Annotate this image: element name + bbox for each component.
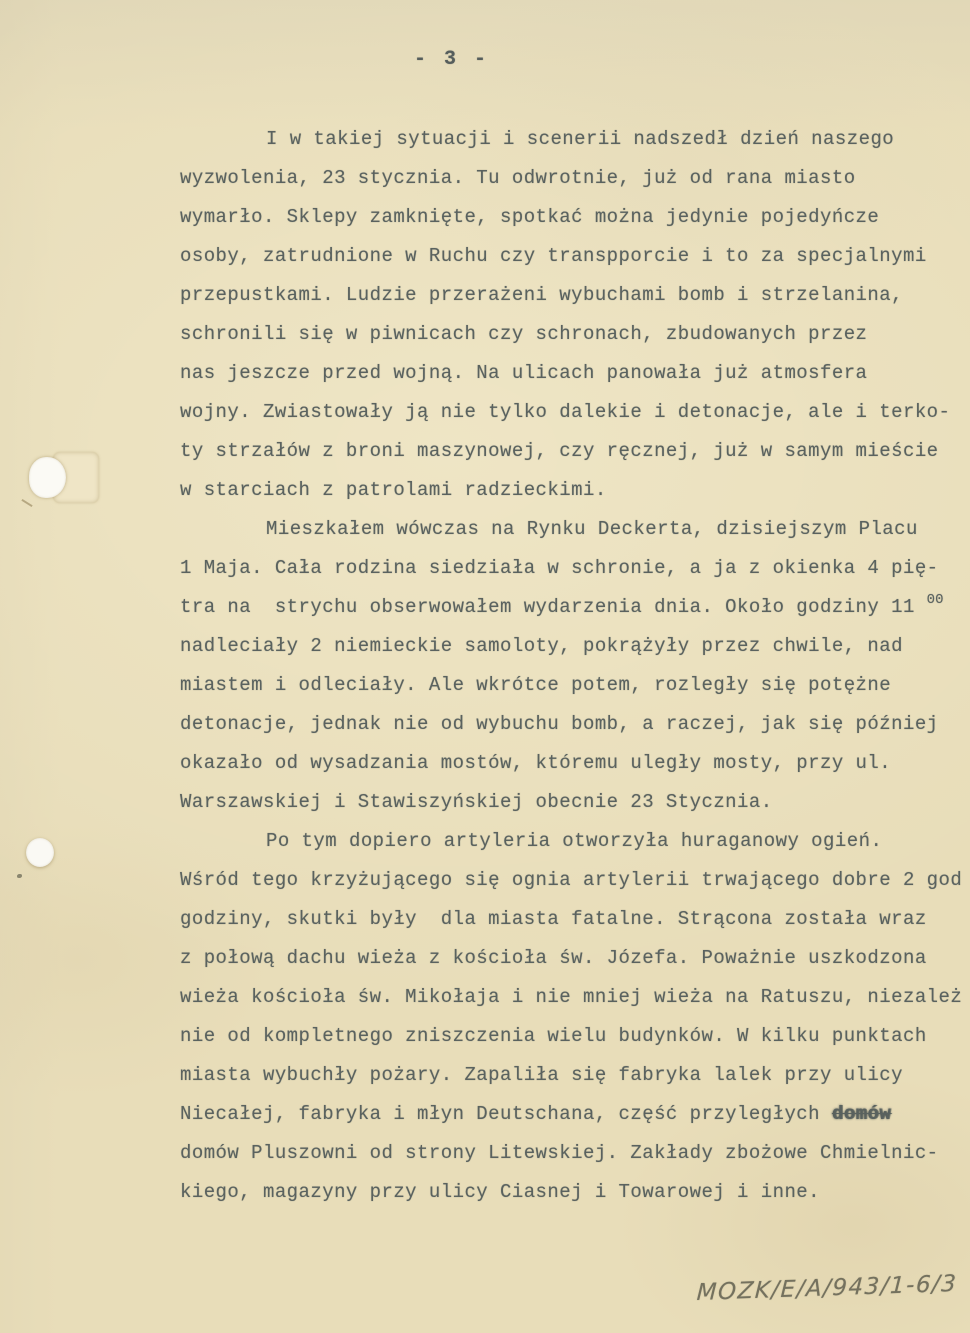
text-line <box>180 627 960 666</box>
text-line <box>180 1017 960 1056</box>
text-line <box>180 1173 960 1212</box>
text-segment: w starciach z patrolami radzieckimi. <box>180 479 607 501</box>
text-line <box>180 432 960 471</box>
text-segment: Po tym dopiero artyleria otworzyła huraganowy ogień. <box>266 830 883 852</box>
text-line <box>180 978 963 1017</box>
text-line <box>180 1134 960 1173</box>
struck-out-word: domów <box>831 1103 892 1125</box>
text-segment: kiego, magazyny przy ulicy Ciasnej i Towarowej i inne. <box>180 1181 820 1203</box>
text-line <box>180 861 963 900</box>
text-segment: miasta wybuchły pożary. Zapaliła się fabryka lalek przy ulicy <box>180 1064 903 1086</box>
archival-reference-handwritten: MOZK/E/A/943/1-6/3 <box>696 1270 959 1306</box>
text-line <box>180 666 960 705</box>
text-line <box>180 588 960 627</box>
text-segment: Warszawskiej i Stawiszyńskiej obecnie 23 Stycznia. <box>180 791 773 813</box>
text-segment: godziny, skutki były dla miasta fatalne. Strącona została wraz <box>180 908 927 930</box>
text-segment: detonacje, jednak nie od wybuchu bomb, a raczej, jak się później <box>180 713 939 735</box>
text-segment: I w takiej sytuacji i scenerii nadszedł dzień naszego <box>266 128 895 150</box>
paper-speck <box>17 874 22 878</box>
text-segment: wojny. Zwiastowały ją nie tylko dalekie i detonacje, ale i terko- <box>180 401 951 423</box>
hole-punch-bottom-icon <box>26 838 54 867</box>
text-segment: przepustkami. Ludzie przerażeni wybuchami bomb i strzelanina, <box>180 284 903 306</box>
text-line <box>180 939 960 978</box>
text-segment: osoby, zatrudnione w Ruchu czy transpporcie i to za specjalnymi <box>180 245 927 267</box>
paragraph <box>180 822 963 1212</box>
document-text <box>180 120 963 1212</box>
text-line <box>180 1056 960 1095</box>
text-line <box>180 705 960 744</box>
text-segment: wymarło. Sklepy zamknięte, spotkać można jedynie pojedyńcze <box>180 206 880 228</box>
text-segment: schronili się w piwnicach czy schronach, zbudowanych przez <box>180 323 868 345</box>
page-number: - 3 - <box>414 48 490 71</box>
text-segment: Wśród tego krzyżującego się ognia artylerii trwającego dobre 2 god <box>180 869 963 891</box>
text-line <box>180 237 960 276</box>
paragraph <box>180 510 960 822</box>
text-segment: Niecałej, fabryka i młyn Deutschana, część przyległych <box>180 1103 832 1125</box>
text-segment: wieża kościoła św. Mikołaja i nie mniej wieża na Ratuszu, niezależ <box>180 986 963 1008</box>
text-line <box>180 900 960 939</box>
text-line <box>180 354 960 393</box>
text-line <box>180 471 960 510</box>
text-segment: 1 Maja. Cała rodzina siedziała w schronie, a ja z okienka 4 pię- <box>180 557 939 579</box>
text-line <box>180 1095 960 1134</box>
text-line <box>180 822 960 861</box>
text-segment: nas jeszcze przed wojną. Na ulicach panowała już atmosfera <box>180 362 868 384</box>
text-segment: domów Pluszowni od strony Litewskiej. Zakłady zbożowe Chmielnic- <box>180 1142 939 1164</box>
text-segment: z połową dachu wieża z kościoła św. Józefa. Poważnie uszkodzona <box>180 947 927 969</box>
superscript-time: 00 <box>926 592 944 608</box>
text-segment: nie od kompletnego zniszczenia wielu budynków. W kilku punktach <box>180 1025 927 1047</box>
text-line <box>180 159 960 198</box>
text-segment: miastem i odleciały. Ale wkrótce potem, rozległy się potężne <box>180 674 892 696</box>
paragraph <box>180 120 960 510</box>
hole-punch-top-icon <box>29 457 66 498</box>
text-segment: ty strzałów z broni maszynowej, czy ręcznej, już w samym mieście <box>180 440 939 462</box>
text-line <box>180 393 960 432</box>
text-segment: nadleciały 2 niemieckie samoloty, pokrążyły przez chwile, nad <box>180 635 903 657</box>
text-line <box>180 783 960 822</box>
text-line <box>180 198 960 237</box>
text-line <box>180 510 960 549</box>
text-segment: wyzwolenia, 23 stycznia. Tu odwrotnie, już od rana miasto <box>180 167 856 189</box>
text-segment: Mieszkałem wówczas na Rynku Deckerta, dzisiejszym Placu <box>266 518 918 540</box>
text-line <box>180 549 960 588</box>
text-line <box>180 276 960 315</box>
text-segment: okazało od wysadzania mostów, któremu uległy mosty, przy ul. <box>180 752 892 774</box>
text-line <box>180 315 960 354</box>
text-segment: tra na strychu obserwowałem wydarzenia dnia. Około godziny 11 <box>180 596 927 618</box>
text-line <box>180 744 960 783</box>
text-line <box>180 120 960 159</box>
